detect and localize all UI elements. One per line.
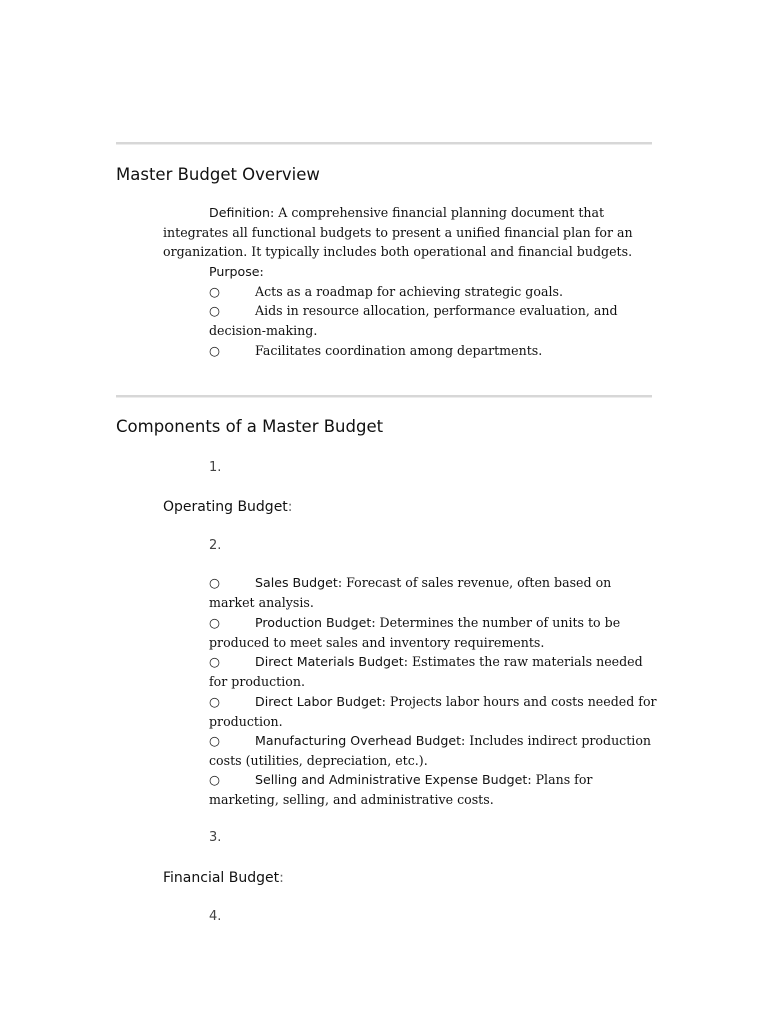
definition-paragraph [163, 203, 633, 262]
list-number: 3. [209, 830, 222, 845]
section-heading-overview: Master Budget Overview [116, 165, 320, 184]
list-number: 1. [209, 460, 222, 475]
definition-text: : A comprehensive financial planning document that integrates all functional budgets to present a unified financial plan for an organization. It typically includes both operational and financial budgets. [163, 205, 633, 260]
bullet-circle-icon: ○ [209, 654, 220, 669]
bullet-circle-icon: ○ [209, 303, 220, 318]
section-heading-components: Components of a Master Budget [116, 417, 384, 436]
bullet-circle-icon: ○ [209, 615, 220, 630]
component-item-selling-admin: ○ Selling and Administrative Expense Budget: Plans for marketing, selling, and administrative costs. [209, 772, 593, 807]
bullet-circle-icon: ○ [209, 772, 220, 787]
subheading-operating-budget: Operating Budget: [163, 499, 293, 515]
bullet-circle-icon: ○ [209, 284, 220, 299]
bullet-circle-icon: ○ [209, 733, 220, 748]
component-item-direct-labor: ○ Direct Labor Budget: Projects labor hours and costs needed for production. [209, 694, 657, 729]
component-item-sales: ○ Sales Budget: Forecast of sales revenue, often based on market analysis. [209, 575, 612, 610]
component-item-production: ○ Production Budget: Determines the number of units to be produced to meet sales and inventory requirements. [209, 615, 621, 650]
purpose-label [209, 262, 629, 282]
component-item-manufacturing-overhead: ○ Manufacturing Overhead Budget: Includes indirect production costs (utilities, depreciation, etc.). [209, 733, 652, 768]
divider-middle [116, 395, 652, 398]
purpose-item: ○ Facilitates coordination among departments. [209, 341, 629, 361]
purpose-item: ○ Acts as a roadmap for achieving strategic goals. [209, 282, 629, 302]
bullet-circle-icon: ○ [209, 575, 220, 590]
purpose-item: ○ Aids in resource allocation, performance evaluation, and decision-making. [209, 303, 618, 338]
purpose-colon: : [259, 264, 264, 279]
subheading-financial-budget: Financial Budget: [163, 870, 284, 886]
divider-top [116, 142, 652, 145]
bullet-circle-icon: ○ [209, 694, 220, 709]
component-item-direct-materials: ○ Direct Materials Budget: Estimates the raw materials needed for production. [209, 654, 643, 689]
purpose-term: Purpose [209, 264, 260, 279]
list-number: 4. [209, 909, 222, 924]
bullet-circle-icon: ○ [209, 343, 220, 358]
list-number: 2. [209, 538, 222, 553]
definition-term: Definition [209, 205, 270, 220]
